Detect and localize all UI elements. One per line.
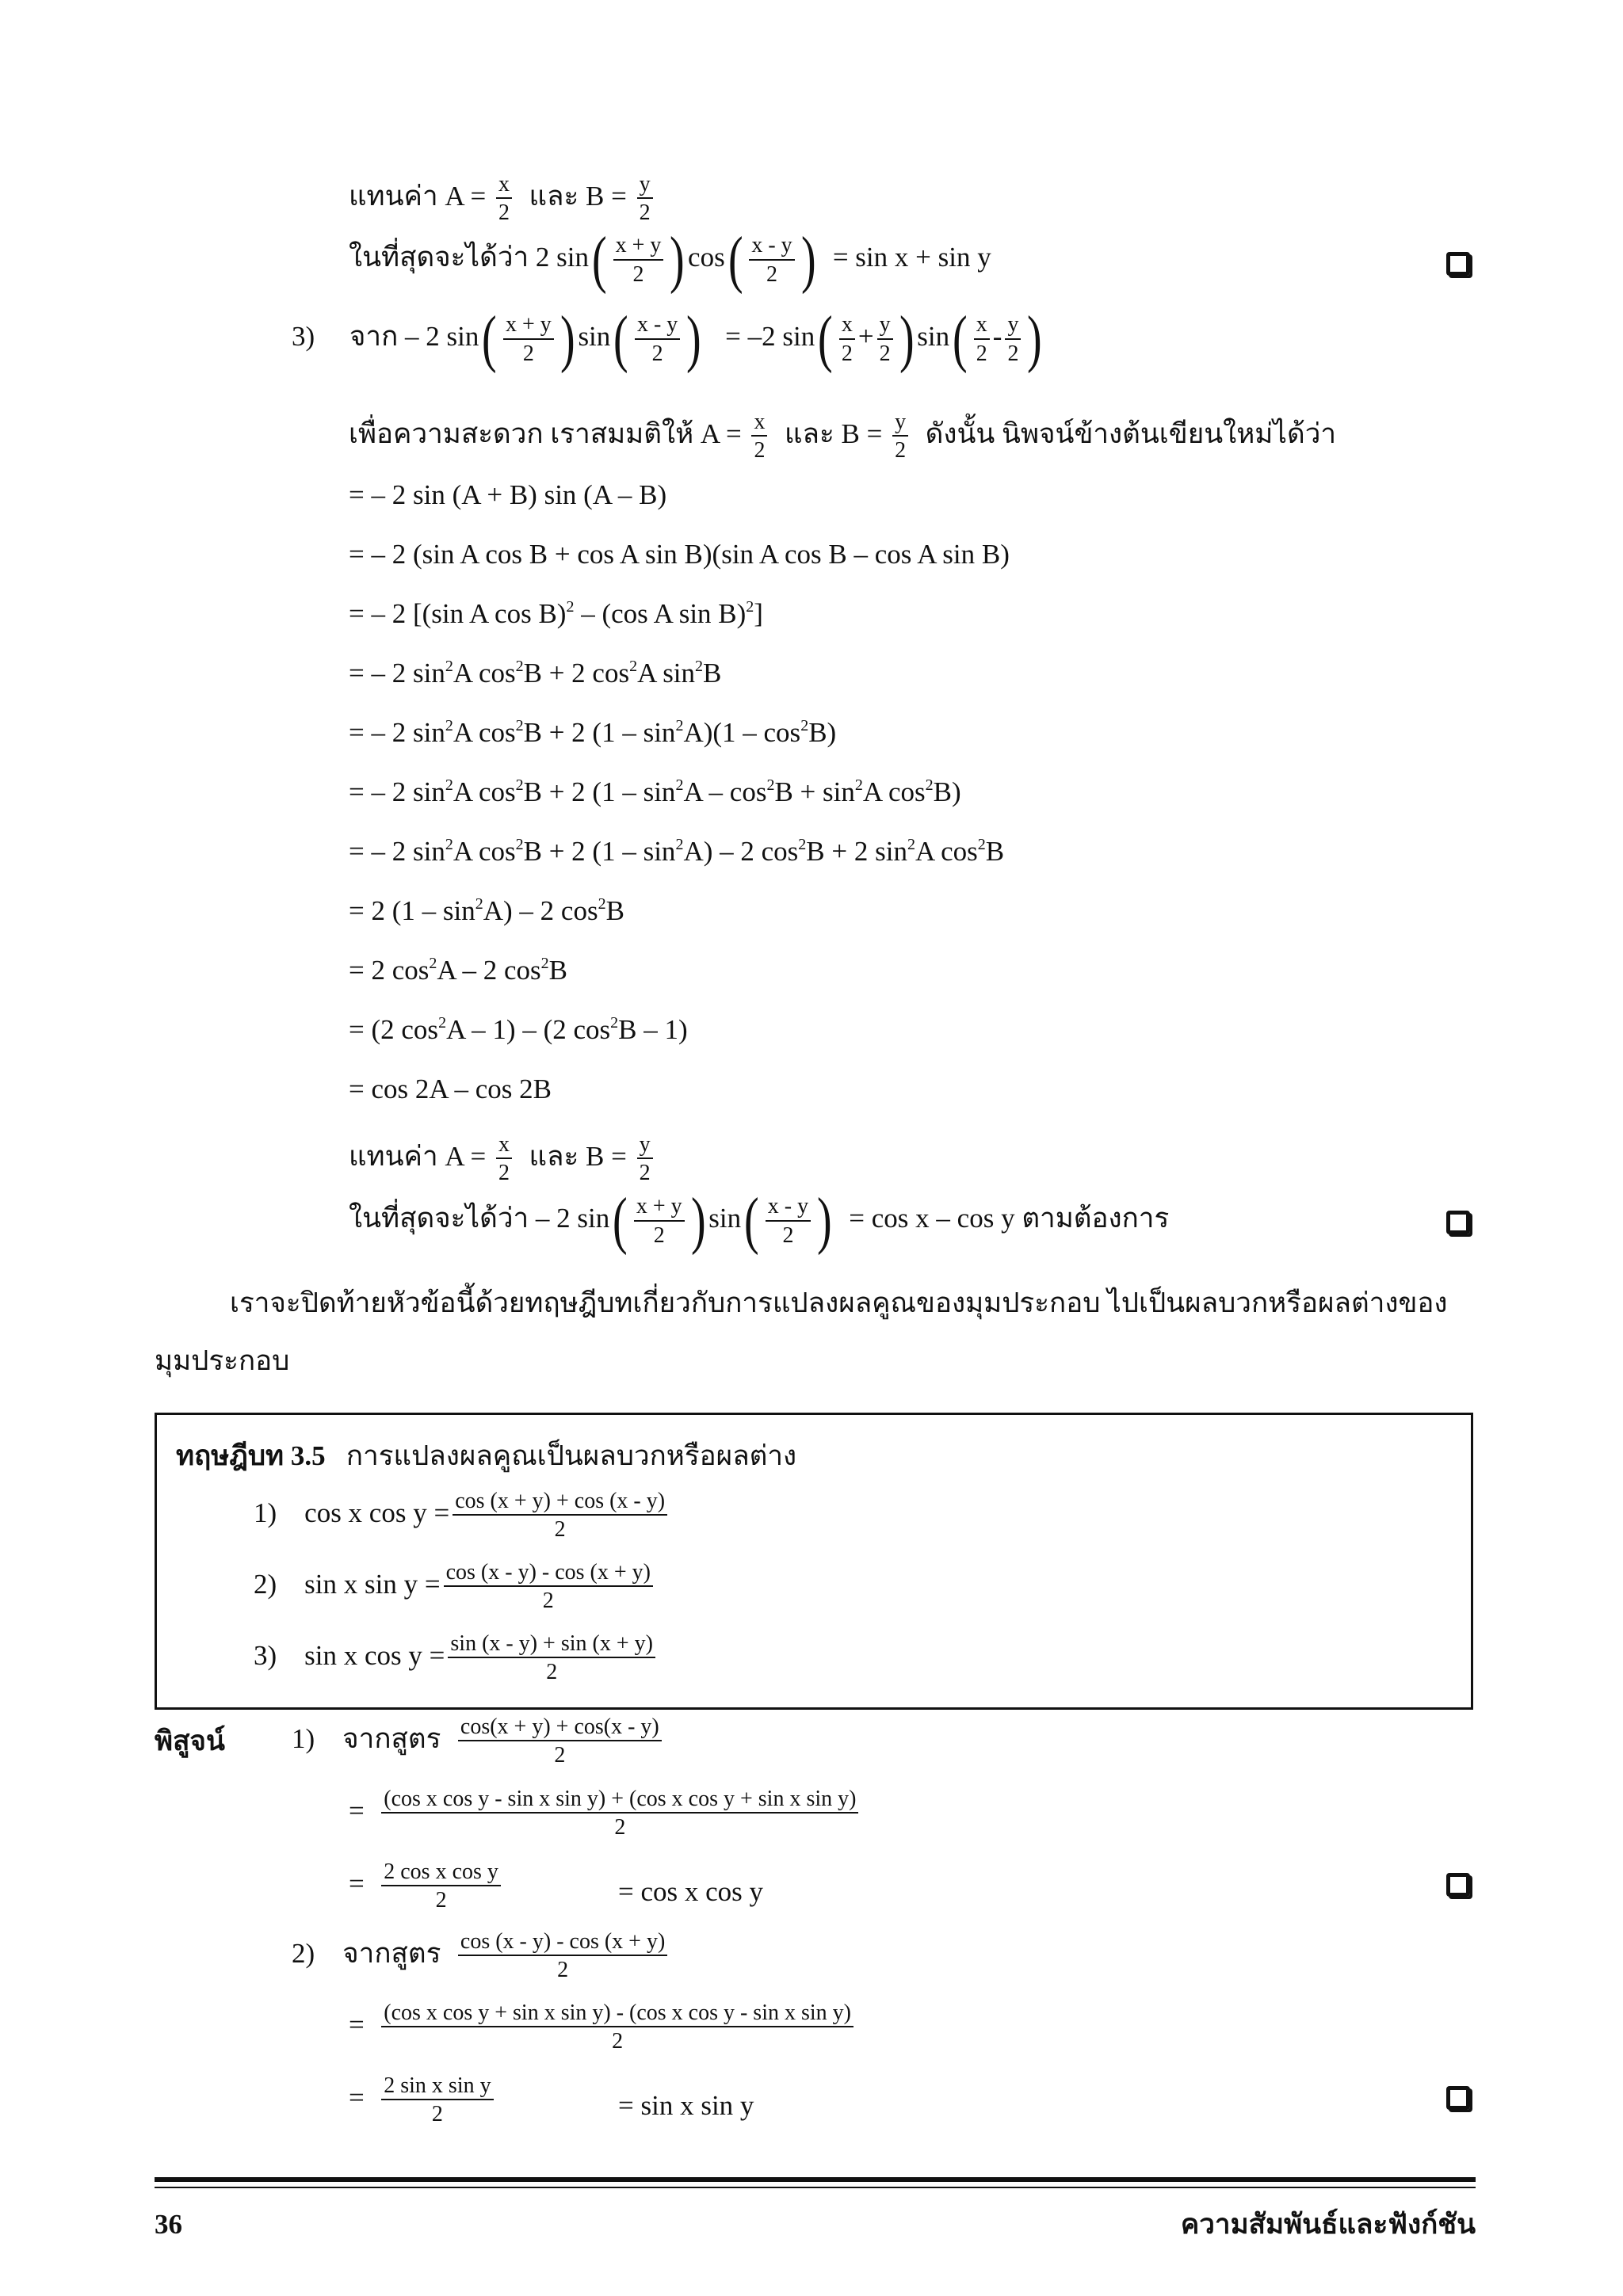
text: แทนค่า A = xyxy=(349,1140,487,1172)
text: แทนค่า A = xyxy=(349,180,487,212)
text: เพื่อความสะดวก เราสมมติให้ A = xyxy=(349,418,742,449)
end-of-proof-square xyxy=(1446,1873,1470,1897)
paragraph-line-2: มุมประกอบ xyxy=(155,1345,290,1376)
step-6: = – 2 $\sin^2A$ $\cos^2B + 2$ ($1 - \sin^2A - \cos^2B + \sin^2A$ $\cos^2B$) xyxy=(349,776,961,807)
text: ในที่สุดจะได้ว่า 2 sin xyxy=(349,242,589,273)
proof-label: พิสูจน์ xyxy=(155,1726,225,1756)
result-line-sum: ในที่สุดจะได้ว่า 2 sin( $\frac{x + y}{2}$ ) cos( $\frac{x - y}{2}$ ) = sin x + sin y xyxy=(349,225,991,295)
theorem-heading xyxy=(176,1442,796,1470)
step-8: = 2 $(1 - \sin^2A) - 2$ $\cos^2B$ xyxy=(349,895,624,926)
step-5: = – 2 $\sin^2A$ $\cos^2B + 2$ $(1 - \sin^2A)(1 - \cos^2B)$ xyxy=(349,717,837,748)
proof-2-start: 2) จากสูตร $\frac{\cos (x - y) - \cos (x + y)}{2}$ xyxy=(292,1930,670,1982)
theorem-item-1: 1) cos x cos y = $\frac{\cos (x + y) + \cos (x - y)}{2}$ xyxy=(254,1489,670,1542)
end-of-proof-square xyxy=(1446,1211,1470,1234)
end-of-proof-square xyxy=(1446,252,1470,276)
proof-2-result: = sin x sin y xyxy=(618,2090,754,2121)
assumption-line: เพื่อความสะดวก เราสมมติให้ A = $\frac{x}{2}$ และ B = $\frac{y}{2}$ ดังนั้น นิพจน์ข้างต้นเขียนใหม่ได้ว่า xyxy=(349,410,1336,463)
step-9: = 2 $\cos^2A - 2$ $\cos^2B$ xyxy=(349,955,568,986)
step-10: = (2 $\cos^2A - 1) - (2$ $\cos^2B - 1$) xyxy=(349,1014,688,1045)
footer-rule-thick xyxy=(155,2177,1476,2182)
fraction-x-over-2: $\frac{x}{2}$ xyxy=(496,173,512,225)
item-3-start: 3) จาก – 2 sin( $\frac{x + y}{2}$ ) sin( $\frac{x - y}{2}$ ) = –2 sin( $\frac{x}{2}$ + $\frac{y}{2}$ ) sin( $\frac{x}{2}$ - $\frac{y}{2}$ ) xyxy=(292,304,1043,374)
proof-2-step: = $\frac{\text{(cos x cos y + sin x sin y) - (cos x cos y - sin x sin y)}}{2}$ xyxy=(349,2001,857,2054)
text: และ B = xyxy=(529,1140,627,1172)
step-4: = – 2 $\sin^2A$ $\cos^2B + 2$ $\cos^2A$ $\sin^2B$ xyxy=(349,658,722,688)
substitution-line-1 xyxy=(349,173,656,225)
proof-1-result: = cos x cos y xyxy=(618,1876,764,1907)
text: ในที่สุดจะได้ว่า – 2 sin xyxy=(349,1203,610,1234)
theorem-label: ทฤษฎีบท 3.5 xyxy=(176,1440,326,1471)
theorem-title: การแปลงผลคูณเป็นผลบวกหรือผลต่าง xyxy=(346,1440,797,1471)
fraction-y-over-2: $\frac{y}{2}$ xyxy=(637,173,653,225)
proof-1-step: = $\frac{\text{(cos x cos y - sin x sin y) + (cos x cos y + sin x sin y)}}{2}$ xyxy=(349,1787,861,1840)
book-title: ความสัมพันธ์และฟังก์ชัน xyxy=(1180,2209,1476,2240)
step-11: = cos 2A – cos 2B xyxy=(349,1074,552,1104)
result-line-difference: ในที่สุดจะได้ว่า – 2 sin( $\frac{x + y}{2}$ ) sin( $\frac{x - y}{2}$ ) = cos x – cos y ตามต้องการ xyxy=(349,1186,1170,1256)
page-number: 36 xyxy=(155,2209,182,2240)
end-of-proof-square xyxy=(1446,2086,1470,2110)
paragraph-line-1: เราจะปิดท้ายหัวข้อนี้ด้วยทฤษฎีบทเกี่ยวกับการแปลงผลคูณของมุมประกอบ ไปเป็นผลบวกหรือผลต่างของ xyxy=(230,1287,1448,1318)
step-7: = – 2 $\sin^2A$ $\cos^2B + 2$ $(1 - \sin^2A) - 2$ $\cos^2B + 2$ $\sin^2A$ $\cos^2B$ xyxy=(349,836,1005,867)
step-3: = – 2 [(sin A cos B)$^2$ – (cos A sin B)$^2$] xyxy=(349,598,763,629)
text: ดังนั้น นิพจน์ข้างต้นเขียนใหม่ได้ว่า xyxy=(925,418,1336,449)
text: และ B = xyxy=(529,180,627,212)
proof-2-final: = $\frac{\text{2 sin x sin y}}{2}$ xyxy=(349,2074,497,2126)
step-1: = – 2 sin (A + B) sin (A – B) xyxy=(349,479,667,510)
step-2: = – 2 (sin A cos B + cos A sin B)(sin A cos B – cos A sin B) xyxy=(349,539,1010,570)
text: = cos x – cos y ตามต้องการ xyxy=(849,1203,1170,1234)
proof-1-start: 1) จากสูตร $\frac{\cos(x + y) + \cos(x - y)}{2}$ xyxy=(292,1715,665,1768)
substitution-line-2: แทนค่า A = $\frac{x}{2}$ และ B = $\frac{y}{2}$ xyxy=(349,1133,656,1185)
text: จาก – 2 sin xyxy=(349,321,479,353)
theorem-item-2: 2) sin x sin y = $\frac{\cos (x - y) - \cos (x + y)}{2}$ xyxy=(254,1561,656,1613)
proof-1-final: = $\frac{\text{2 cos x cos y}}{2}$ xyxy=(349,1860,504,1913)
footer-rule-thin xyxy=(155,2187,1476,2188)
text: = sin x + sin y xyxy=(832,242,991,273)
text: และ B = xyxy=(784,418,883,449)
item-number: 3) xyxy=(292,321,315,353)
theorem-item-3: 3) sin x cos y = $\frac{\sin (x - y) + \sin (x + y)}{2}$ xyxy=(254,1632,659,1684)
